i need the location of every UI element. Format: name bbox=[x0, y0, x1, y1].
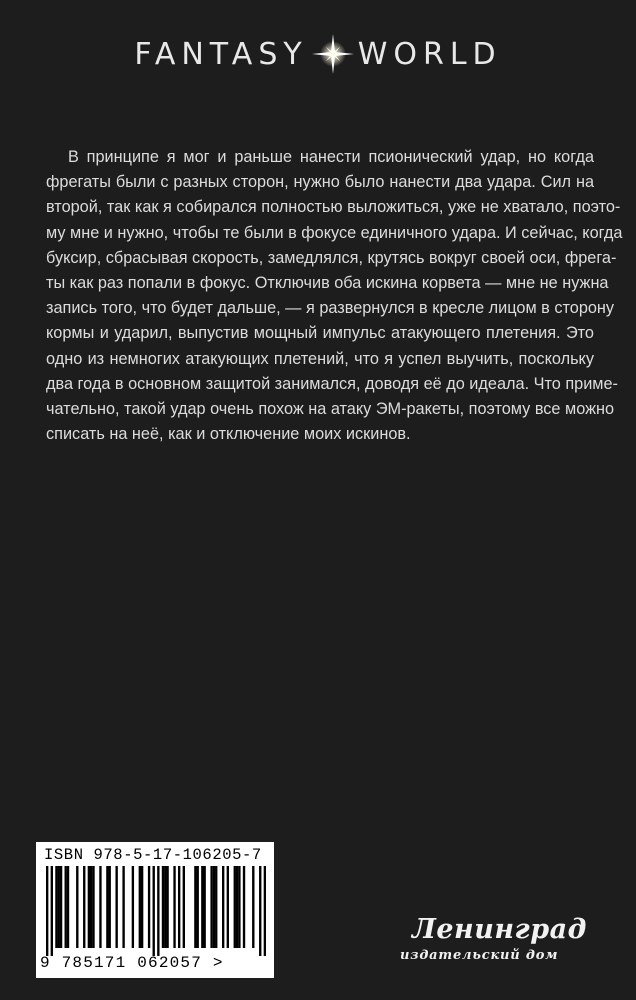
series-word-left: FANTASY bbox=[134, 36, 308, 72]
barcode-bar bbox=[222, 866, 224, 948]
barcode-bar bbox=[60, 866, 62, 948]
barcode-bar bbox=[227, 866, 229, 948]
barcode-bar bbox=[215, 866, 217, 948]
barcode-bar bbox=[243, 866, 245, 948]
blurb-line: В принципе я мог и раньше нанести псионический удар, но когда bbox=[68, 148, 594, 166]
barcode-bar bbox=[153, 866, 155, 956]
blurb-line: му мне и нужно, чтобы те были в фокусе единичного удара. И сейчас, когда bbox=[46, 223, 623, 242]
blurb-line: ты как раз попали в фокус. Отключив оба искина корвета — мне не нужна bbox=[46, 274, 609, 293]
barcode-bar bbox=[67, 866, 69, 948]
barcode-bar bbox=[197, 866, 199, 948]
blurb-line: одно из немногих атакующих плетений, что я успел выучить, поскольку bbox=[46, 349, 594, 368]
barcode-bar bbox=[162, 866, 164, 948]
isbn-label: ISBN 978-5-17-106205-7 bbox=[44, 846, 262, 864]
barcode-bar bbox=[83, 866, 85, 948]
barcode-bar bbox=[58, 866, 60, 948]
blurb-line: запись того, что будет дальше, — я развернулся в кресле лицом в сторону bbox=[46, 299, 615, 318]
barcode-bar bbox=[90, 866, 92, 948]
blurb-paragraph bbox=[46, 145, 623, 447]
blurb-line: буксир, сбрасывая скорость, замедлялся, крутясь вокруг своей оси, фрега- bbox=[46, 248, 617, 267]
publisher-subtitle: издательский дом bbox=[400, 948, 559, 963]
barcode-bar bbox=[55, 866, 57, 948]
barcode-bar bbox=[164, 866, 166, 948]
barcode-bar bbox=[178, 866, 180, 948]
barcode-bar bbox=[166, 866, 168, 948]
barcode-bar bbox=[51, 866, 53, 956]
barcode-bar bbox=[115, 866, 117, 948]
barcode-bar bbox=[194, 866, 196, 948]
barcode-bar bbox=[210, 866, 212, 948]
barcode-bar bbox=[99, 866, 101, 948]
barcode-bar bbox=[141, 866, 143, 948]
sparkle-star-icon bbox=[310, 32, 356, 76]
barcode-bar bbox=[46, 866, 48, 956]
publisher-name: Ленинград bbox=[412, 914, 587, 945]
barcode-bar bbox=[76, 866, 78, 948]
blurb-line: кормы и ударил, выпустив мощный импульс атакующего плетения. Это bbox=[46, 324, 594, 343]
series-logo bbox=[0, 32, 636, 76]
barcode-panel bbox=[36, 842, 274, 978]
barcode-bar bbox=[173, 866, 175, 948]
blurb-line: второй, так как я собирался полностью выложиться, уже не хватало, поэто- bbox=[46, 198, 621, 217]
barcode-bar bbox=[252, 866, 254, 948]
barcode-bar bbox=[203, 866, 205, 948]
barcode-bar bbox=[234, 866, 236, 948]
barcode-bar bbox=[213, 866, 215, 948]
blurb-line: два года в основном защитой занимался, доводя её до идеала. Что приме- bbox=[46, 374, 618, 393]
barcode-bar bbox=[259, 866, 261, 956]
barcode-bar bbox=[148, 866, 150, 948]
barcode-bar bbox=[236, 866, 238, 948]
barcode-bar bbox=[238, 866, 240, 948]
barcode-bar bbox=[157, 866, 159, 956]
barcode-bar bbox=[122, 866, 124, 948]
barcode-bar bbox=[264, 866, 266, 956]
barcode-icon bbox=[46, 866, 266, 956]
barcode-bar bbox=[183, 866, 185, 948]
barcode-bar bbox=[109, 866, 111, 948]
barcode-bar bbox=[106, 866, 108, 948]
barcode-bar bbox=[132, 866, 134, 948]
barcode-bar bbox=[88, 866, 90, 948]
barcode-bar bbox=[139, 866, 141, 948]
barcode-digits: 9 785171 062057 > bbox=[40, 954, 224, 972]
barcode-bar bbox=[65, 866, 67, 948]
series-word-right: WORLD bbox=[357, 36, 502, 72]
blurb-line: чательно, такой удар очень похож на атаку ЭМ-ракеты, поэтому все можно bbox=[46, 400, 615, 419]
barcode-bar bbox=[201, 866, 203, 948]
blurb-line: списать на неё, как и отключение моих искинов. bbox=[46, 425, 411, 444]
barcode-bar bbox=[92, 866, 94, 948]
blurb-line: фрегаты были с разных сторон, нужно было нанести два удара. Сил на bbox=[46, 173, 594, 192]
publisher-logo bbox=[400, 910, 587, 976]
